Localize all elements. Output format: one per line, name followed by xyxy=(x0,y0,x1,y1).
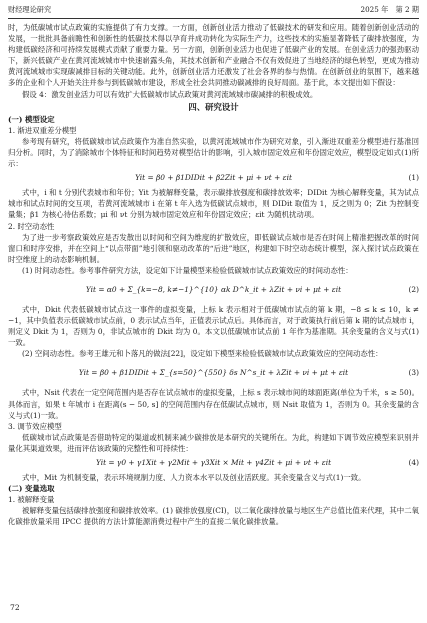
page-number: 72 xyxy=(10,603,20,612)
paragraph: 为了进一步考察政策效应是否发散出以时间和空间为维度的扩散效应，即低碳试点城市是否在时间上精准把握改革的时间窗口和时序安排，并在空间上“以点带面”地引领和驱动改革的“后进”地区，构建如下时空动态统计模型，深入探讨试点政策在时空维度上的动态影响机制。 xyxy=(8,232,419,264)
equation-body: Yit = γ0 + γ1Xit + γ2Mit + γ3Xit × Mit + γ4Zit + μi + νt + εit xyxy=(95,458,332,467)
article-body xyxy=(8,22,419,527)
running-header xyxy=(8,5,419,17)
paragraph: 式中，i 和 t 分别代表城市和年份；Yit 为被解释变量，表示碳排放强度和碳排放效率；DIDit 为核心解释变量，其为试点城市和试点时间的交互项，若黄河流域城市 i 在第 t 年入选为低碳试点城市，则 DIDit 取值为 1，反之则为 0；Zit 为控制变量集；β1 为核心待估系数；μi 和 νt 分别为城市固定效应和年份固定效应；εit 为随机扰动项。 xyxy=(8,188,419,220)
paragraph: (2) 空间动态性。参考王雄元和卜落凡的做法[22]，设定如下模型来检验低碳城市试点政策效应的空间动态性： xyxy=(22,349,383,359)
subsubsection-heading: 2. 时空动态性 xyxy=(8,221,55,231)
subsubsection-heading: 1. 渐进双重差分模型 xyxy=(8,125,77,135)
equation-3 xyxy=(8,361,419,385)
equation-body: Yit = β0 + β1DIDit + β2Zit + μi + νt + εit xyxy=(135,173,292,183)
subsection-heading: (一) 模型设定 xyxy=(8,114,55,124)
equation-1 xyxy=(8,171,419,185)
equation-body: Yit = β0 + β1DIDit + Σ_{s=50}^{550} δs N^s_it + λZit + νi + μt + εit xyxy=(78,368,349,378)
paragraph: 参考现有研究，将低碳城市试点政策作为准自然实验，以黄河流域城市作为研究对象，引入渐进双重差分模型进行基准回归分析。同时，为了消除城市个体特征和时间趋势对模型估计的影响，引入城市固定效应和年份固定效应，模型设定如式(1)所示： xyxy=(8,136,419,169)
subsection-heading: (二) 变量选取 xyxy=(8,484,55,494)
hypothesis-4: 假设 4：激发创业活力可以有效扩大低碳城市试点政策对黄河流域城市碳减排的积极成效。 xyxy=(22,89,318,99)
equation-number: (4) xyxy=(408,458,419,467)
issue-label: 2025 年 第 2 期 xyxy=(360,5,419,14)
paragraph: 被解释变量包括碳排放强度和碳排放效率。(1) 碳排放强度(CI)，以二氧化碳排放量与地区生产总值比值来代理，其中二氧化碳排放量采用 IPCC 提供的方法计算能源消费过程中产生的直接二氧化碳排放量。 xyxy=(8,506,419,527)
equation-4 xyxy=(8,456,419,470)
section-heading: 四、研究设计 xyxy=(188,101,239,112)
paragraph: 式中，Mit 为机制变量，表示环境规制力度、人力资本水平以及创业活跃度。其余变量含义与式(1)一致。 xyxy=(22,473,366,482)
paragraph: 低碳城市试点政策是否借助特定的渠道或机制来减少碳排放是本研究的关键所在。为此，构建如下调节效应模型来识别并量化其渠道效果，进而评估该政策的完整性和可持续性： xyxy=(8,432,419,453)
paragraph: (1) 时间动态性。参考事件研究方法，设定如下计量模型来检验低碳城市试点政策效应的时间动态性： xyxy=(22,265,353,275)
journal-name: 财经理论研究 xyxy=(8,5,52,14)
equation-number: (1) xyxy=(408,173,419,183)
header-rule xyxy=(8,18,419,19)
subsubsection-heading: 1. 被解释变量 xyxy=(8,495,55,505)
equation-number: (3) xyxy=(408,368,419,378)
equation-2 xyxy=(8,278,419,302)
paragraph: 时，为低碳城市试点政策的实施提供了有力支撑。一方面，创新创业活力推动了低碳技术的研发和应用。随着创新创业活动的发展，一批批具备前瞻性和创新性的低碳技术得以孕育并成功转化为实际生产力，这些技术的实施显著降低了碳排放强度，为构建低碳经济和可持续发展模式贡献了重要力量。另一方面，创新创业活力也促进了低碳产业的发展。在创业活力的强劲驱动下，新兴低碳产业在黄河流域城市中快速崭露头角，其技术创新和产业融合不仅有效促进了当地经济的绿色转型，更成为推动黄河流域城市实现碳减排目标的关键动能。此外，创新创业活力还激发了社会各界的参与热情。在创新创业的氛围下，越来越多的企业和个人开始关注并参与到低碳城市建设，形成全社会共同推动碳减排的良好局面。基于此，本文提出如下假设： xyxy=(8,23,419,88)
paragraph: 式中，Dkit 代表低碳城市试点这一事件的虚拟变量，上标 k 表示相对于低碳城市试点的第 k 期，−8 ≤ k ≤ 10，k ≠ −1，其中负值表示低碳城市试点前，0 表示试点当年，正值表示试点后。具体而言，对于政策执行前后第 k 期的试点城市 i，则定义 Dkit 为 1，否则为 0，非试点城市的 Dkit 均为 0。本文以低碳城市试点前 1 年作为基准期。其余变量的含义与式(1)一致。 xyxy=(8,304,419,348)
equation-body: Yit = α0 + Σ_{k=−8, k≠−1}^{10} αk D^k_it + λZit + νi + μt + εit xyxy=(85,284,342,294)
paragraph: 式中，Nsit 代表在一定空间范围内是否存在试点城市的虚拟变量，上标 s 表示城市间的球面距离(单位为千米，s ≥ 50)。具体而言，如果 t 年城市 i 在距离(s − 50, s] 的空间范围内存在低碳试点城市，则 Nsit 取值为 1，否则为 0。其余变量的含义与式(1)一致。 xyxy=(8,388,419,420)
subsubsection-heading: 3. 调节效应模型 xyxy=(8,421,62,431)
equation-number: (2) xyxy=(408,284,419,294)
